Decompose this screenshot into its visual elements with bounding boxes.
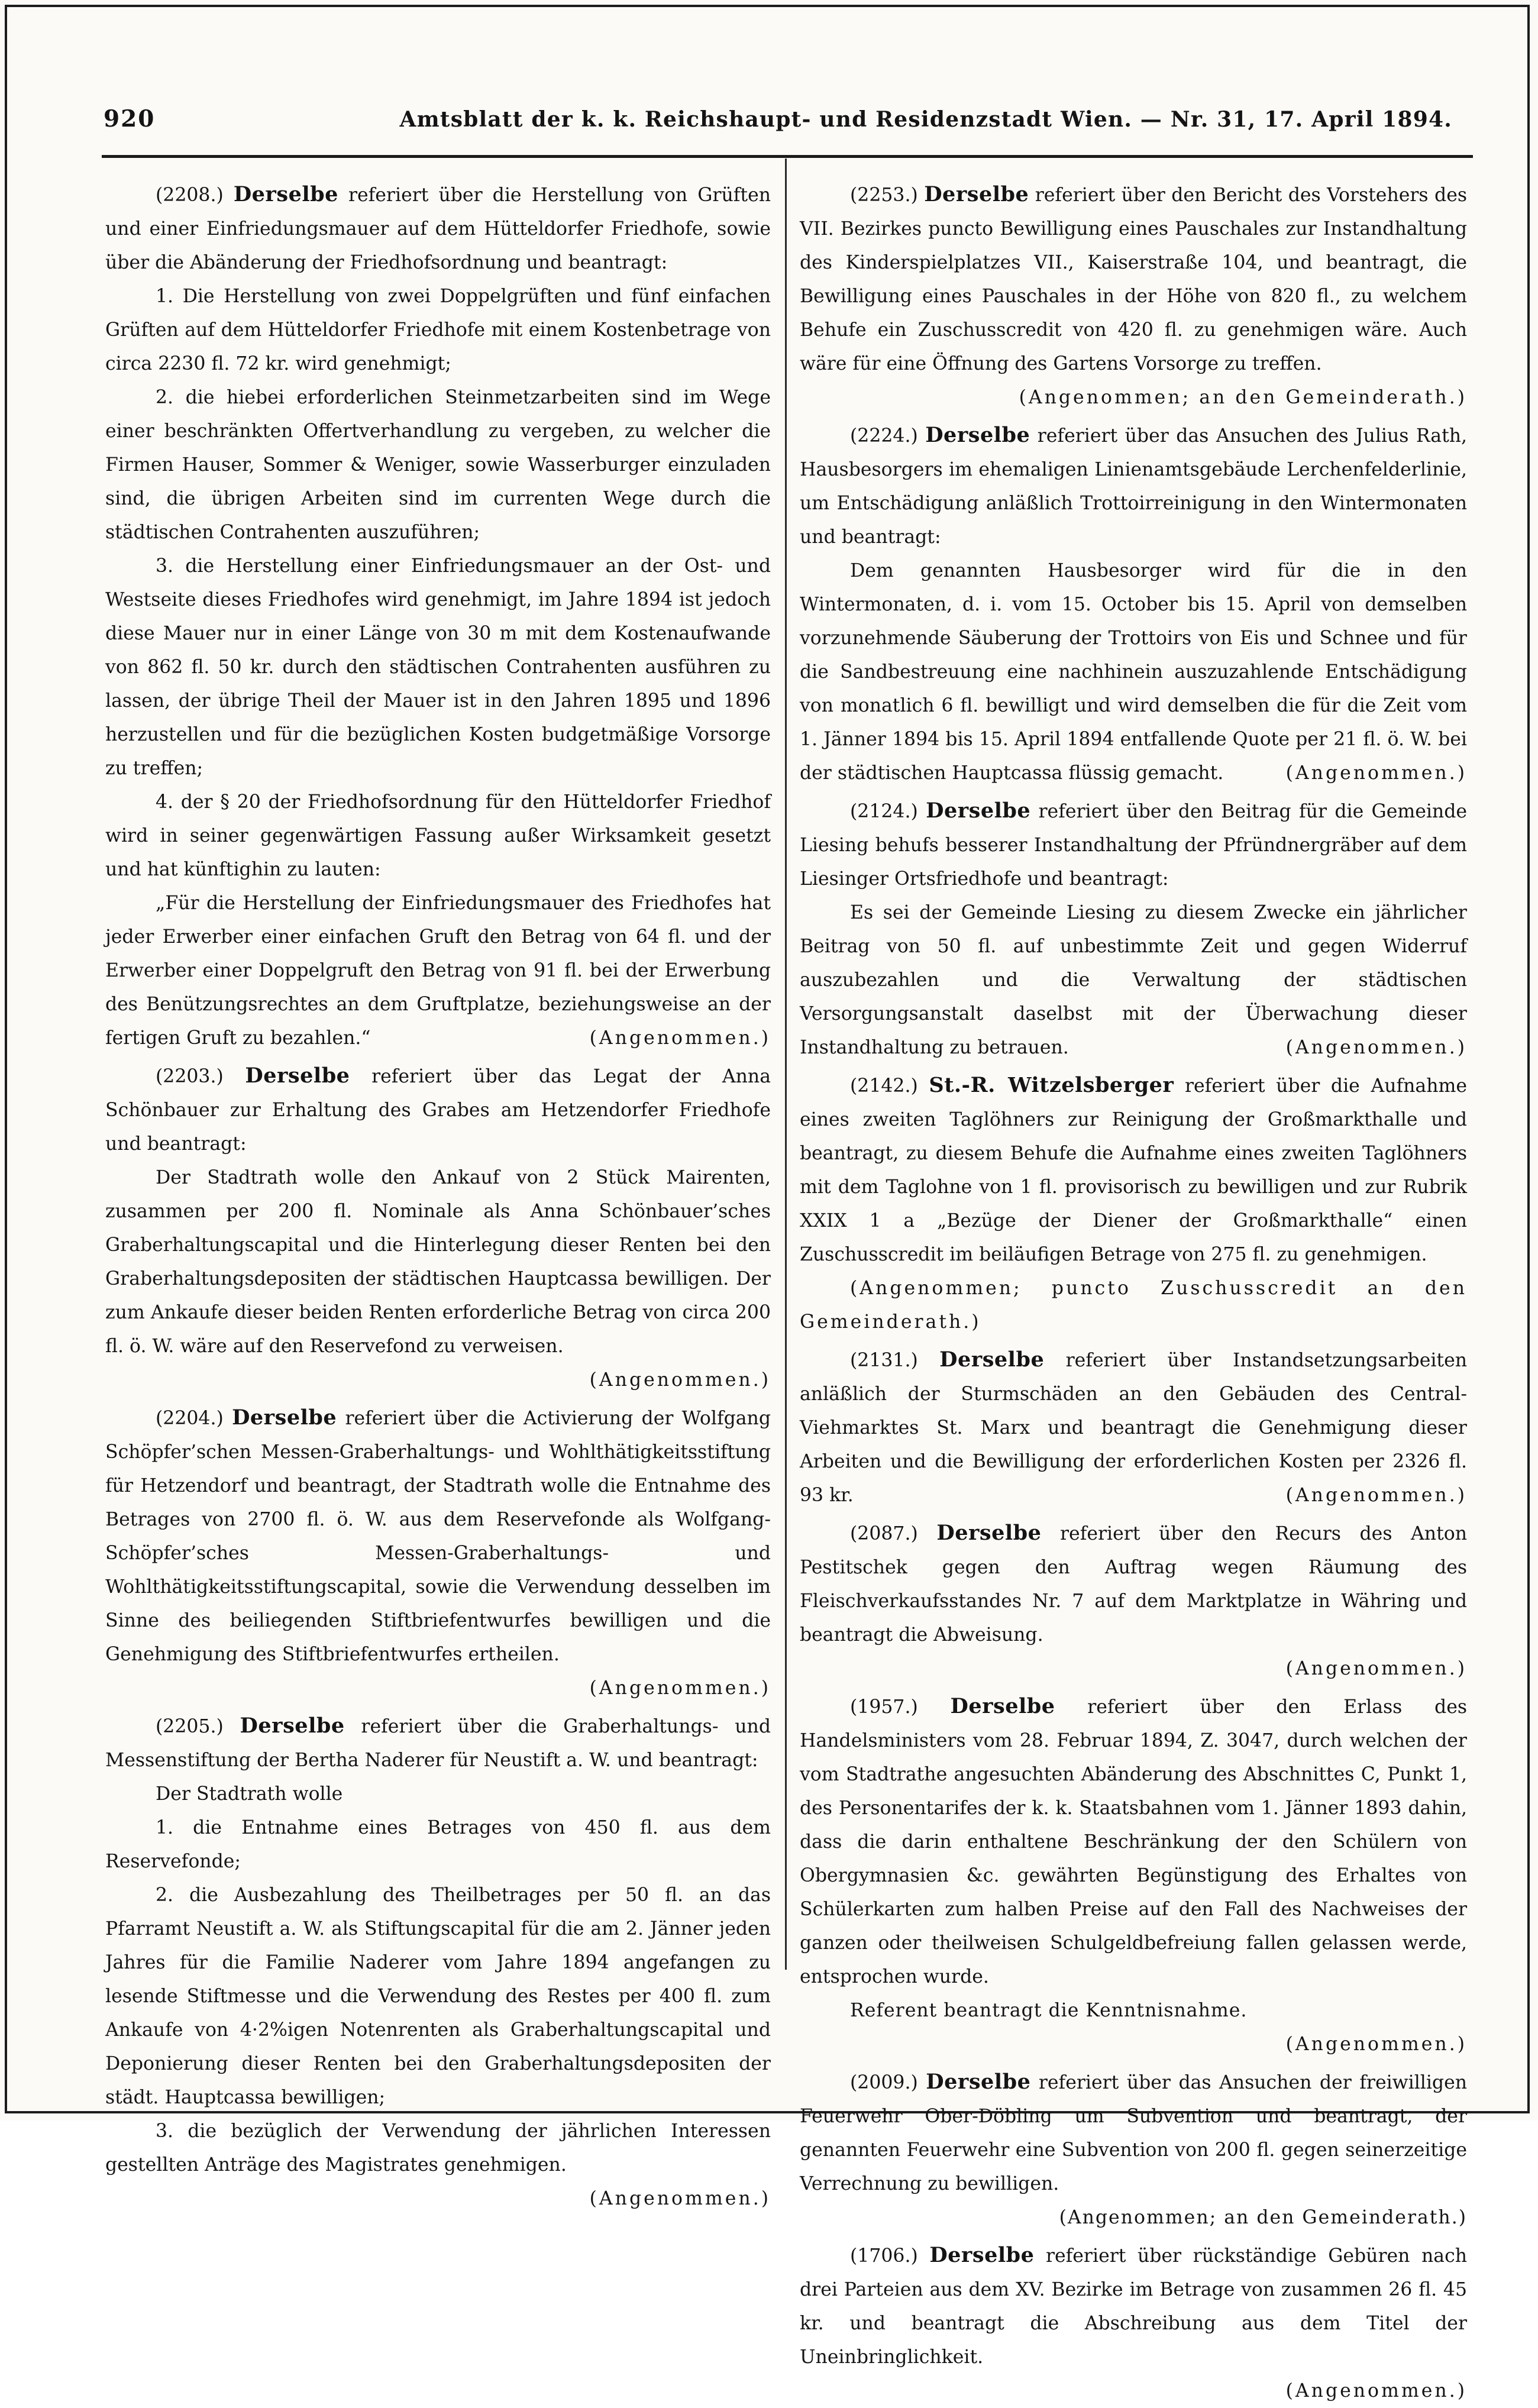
referent: St.-R. Witzelsberger (929, 1073, 1174, 1097)
verdict: (Angenommen.) (589, 2188, 771, 2209)
verdict: (Angenommen.) (1285, 762, 1467, 784)
entry-intro: referiert über die Aufnahme eines zweiten Taglöhners zur Reinigung der Großmarkthalle und beantragt, zu diesem Behufe die Aufnahme eines zweiten Taglöhners mit dem Taglohne von 1 fl. provisorisch zu bewilligen und zur Rubrik XXIX 1 a „Bezüge der Diener der Großmarkthalle“ einen Zuschusscredit im beiläufigen Betrage von 275 fl. zu genehmigen. (800, 1075, 1468, 1265)
verdict: (Angenommen.) (589, 1677, 771, 1699)
entry-2208 (105, 177, 771, 1055)
paragraph: 2. die Ausbezahlung des Theilbetrages per 50 fl. an das Pfarramt Neustift a. W. als Stiftungscapital für die am 2. Jänner jeden Jahres für die Familie Naderer vom Jahre 1894 angefangen zu lesende Stiftmesse und die Verwendung des Restes per 400 fl. zum Ankaufe von 4·2%igen Notenrenten als Graberhaltungscapital und Deponierung dieser Renten bei den Graberhaltungsdepositen der städt. Hauptcassa bewilligen; (105, 1885, 771, 2108)
entry-2204 (105, 1401, 771, 1705)
entry-2131 (800, 1343, 1467, 1512)
header-rule (102, 155, 1473, 158)
entry-intro: referiert über rückständige Gebüren nach drei Parteien aus dem XV. Bezirke im Betrage von zusammen 26 fl. 45 kr. und beantragt die Abschreibung aus dem Titel der Uneinbringlichkeit. (800, 2245, 1467, 2368)
verdict: (Angenommen.) (1285, 2034, 1467, 2055)
entry-number: (2009.) (850, 2072, 918, 2093)
entry-number: (2205.) (156, 1716, 224, 1737)
referent: Derselbe (929, 2243, 1035, 2267)
referent: Derselbe (232, 1405, 337, 1430)
paragraph: Der Stadtrath wolle den Ankauf von 2 Stück Mairenten, zusammen per 200 fl. Nominale als Anna Schönbauer’sches Graberhaltungscapital und die Hinterlegung dieser Renten bei den Graberhaltungsdepositen der städtischen Hauptcassa bewilligen. Der zum Ankaufe dieser beiden Renten erforderliche Betrag von circa 200 fl. ö. W. wäre auf den Reservefond zu verweisen. (105, 1167, 771, 1357)
entry-intro: referiert über den Recurs des Anton Pestitschek gegen den Auftrag wegen Räumung des Fleischverkaufsstandes Nr. 7 auf dem Marktplatze in Währing und beantragt die Abweisung. (800, 1523, 1468, 1646)
entry-2253 (800, 177, 1467, 415)
column-divider (785, 159, 787, 1970)
entry-1706 (800, 2238, 1467, 2408)
entry-2142 (800, 1068, 1467, 1339)
entry-number: (2224.) (850, 425, 918, 447)
entry-intro: referiert über den Erlass des Handelsministers vom 28. Februar 1894, Z. 3047, durch welchen der vom Stadtrathe angesuchten Abänderung des Abschnittes C, Punkt 1, des Personentarifes der k. k. Staatsbahnen vom 1. Jänner 1893 dahin, dass die darin enthaltene Beschränkung der den Schülern von Obergymnasien &c. gewährten Begünstigung des Erhaltes von Schülerkarten zum halben Preise auf den Fall des Nachweises der ganzen oder theilweisen Schulgeldbefreiung fallen gelassen werde, entsprochen wurde. (800, 1696, 1467, 1987)
paragraph: Dem genannten Hausbesorger wird für die in den Wintermonaten, d. i. vom 15. October bis 15. April von demselben vorzunehmende Säuberung der Trottoirs von Eis und Schnee und für die Sandbestreuung eine nachhinein auszuzahlende Entschädigung von monatlich 6 fl. bewilligt und wird demselben die für die Zeit vom 1. Jänner 1894 bis 15. April 1894 entfallende Quote per 21 fl. ö. W. bei der städtischen Hauptcassa flüssig gemacht. (800, 560, 1467, 784)
quoted-text: „Für die Herstellung der Einfriedungsmauer des Friedhofes hat jeder Erwerber einer einfachen Gruft den Betrag von 64 fl. und der Erwerber einer Doppelgruft den Betrag von 91 fl. bei der Erwerbung des Benützungsrechtes an dem Gruftplatze, beziehungsweise an der fertigen Gruft zu bezahlen.“ (105, 893, 771, 1049)
entry-number: (2124.) (850, 801, 918, 822)
entry-intro: referiert über das Ansuchen der freiwilligen Feuerwehr Ober-Döbling um Subvention und beantragt, der genannten Feuerwehr eine Subvention von 200 fl. gegen seinerzeitige Verrechnung zu bewilligen. (800, 2072, 1468, 2194)
entry-intro: referiert über die Graberhaltungs- und Messenstiftung der Bertha Naderer für Neustift a. W. und beantragt: (105, 1716, 771, 1771)
entry-number: (1706.) (850, 2245, 918, 2267)
entry-2009 (800, 2065, 1467, 2235)
right-column (800, 177, 1468, 2401)
entry-number: (2253.) (850, 185, 918, 206)
entry-number: (2142.) (850, 1075, 918, 1097)
verdict: (Angenommen; an den Gemeinderath.) (1059, 2207, 1467, 2228)
verdict: (Angenommen.) (1285, 2380, 1467, 2401)
paragraph: 1. die Entnahme eines Betrages von 450 fl. aus dem Reservefonde; (105, 1817, 771, 1872)
referent: Derselbe (924, 182, 1029, 206)
entry-intro: referiert über die Activierung der Wolfgang Schöpfer’schen Messen-Graberhaltungs- und Wohlthätigkeitsstiftung für Hetzendorf und beantragt, der Stadtrath wolle die Entnahme des Betrages von 2700 fl. ö. W. aus dem Reservefonde als Wolfgang-Schöpfer’sches Messen-Graberhaltungs- und Wohlthätigkeitsstiftungscapital, sowie die Verwendung desselben im Sinne des beiliegenden Stiftbriefentwurfes bewilligen und die Genehmigung des Stiftbriefentwurfes ertheilen. (105, 1408, 771, 1665)
referent: Derselbe (925, 423, 1030, 447)
paragraph: 4. der § 20 der Friedhofsordnung für den Hütteldorfer Friedhof wird in seiner gegenwärtigen Fassung außer Wirksamkeit gesetzt und hat künftighin zu lauten: (105, 791, 771, 880)
running-title: Amtsblatt der k. k. Reichshaupt- und Residenzstadt Wien. — Nr. 31, 17. April 1894. (399, 107, 1452, 132)
paragraph: 1. Die Herstellung von zwei Doppelgrüften und fünf einfachen Grüften auf dem Hütteldorfer Friedhofe mit einem Kostenbetrage von circa 2230 fl. 72 kr. wird genehmigt; (105, 286, 771, 374)
referent: Derselbe (926, 799, 1031, 823)
entry-intro: referiert über das Legat der Anna Schönbauer zur Erhaltung des Grabes am Hetzendorfer Friedhofe und beantragt: (105, 1066, 771, 1155)
left-column (105, 177, 771, 2209)
entry-intro: referiert über die Herstellung von Grüften und einer Einfriedungsmauer auf dem Hütteldorfer Friedhofe, sowie über die Abänderung der Friedhofsordnung und beantragt: (105, 185, 771, 273)
verdict: (Angenommen.) (589, 1369, 771, 1391)
paragraph: 2. die hiebei erforderlichen Steinmetzarbeiten sind im Wege einer beschränkten Offertverhandlung zu vergeben, zu welcher die Firmen Hauser, Sommer & Weniger, sowie Wasserburger einzuladen sind, die übrigen Arbeiten sind im currenten Wege durch die städtischen Contrahenten auszuführen; (105, 387, 771, 543)
entry-2124 (800, 794, 1467, 1065)
verdict: (Angenommen.) (1285, 1037, 1467, 1058)
page-number: 920 (104, 105, 156, 132)
referent: Derselbe (936, 1521, 1042, 1545)
entry-number: (2131.) (850, 1350, 918, 1371)
entry-intro: referiert über den Beitrag für die Gemeinde Liesing behufs besserer Instandhaltung der Pfründnergräber auf dem Liesinger Ortsfriedhofe und beantragt: (800, 801, 1468, 890)
entry-2205 (105, 1709, 771, 2216)
paragraph: Referent beantragt die Kenntnisnahme. (850, 2000, 1248, 2021)
paragraph: 3. die Herstellung einer Einfriedungsmauer an der Ost- und Westseite dieses Friedhofes wird genehmigt, im Jahre 1894 ist jedoch diese Mauer nur in einer Länge von 30 m mit dem Kostenaufwande von 862 fl. 50 kr. durch den städtischen Contrahenten ausführen zu lassen, der übrige Theil der Mauer ist in den Jahren 1895 und 1896 herzustellen und für die bezüglichen Kosten budgetmäßige Vorsorge zu treffen; (105, 555, 771, 779)
referent: Derselbe (240, 1714, 345, 1738)
entry-2087 (800, 1516, 1467, 1686)
referent: Derselbe (233, 182, 338, 206)
entry-number: (1957.) (850, 1696, 918, 1718)
entry-intro: referiert über Instandsetzungsarbeiten anläßlich der Sturmschäden an den Gebäuden des Central-Viehmarktes St. Marx und beantragt die Genehmigung dieser Arbeiten und die Bewilligung der erforderlichen Kosten per 2326 fl. 93 kr. (800, 1350, 1468, 1506)
referent: Derselbe (926, 2070, 1031, 2094)
referent: Derselbe (939, 1347, 1045, 1372)
paragraph: 3. die bezüglich der Verwendung der jährlichen Interessen gestellten Anträge des Magistrates genehmigen. (105, 2121, 771, 2176)
entry-number: (2204.) (156, 1408, 224, 1429)
entry-1957 (800, 1689, 1467, 2061)
verdict: (Angenommen; puncto Zuschusscredit an den Gemeinderath.) (800, 1278, 1467, 1333)
referent: Derselbe (950, 1694, 1055, 1718)
entry-intro: referiert über das Ansuchen des Julius Rath, Hausbesorgers im ehemaligen Linienamtsgebäude Lerchenfelderlinie, um Entschädigung anläßlich Trottoirreinigung in den Wintermonaten und beantragt: (800, 425, 1468, 548)
verdict: (Angenommen.) (1285, 1658, 1467, 1679)
entry-intro: referiert über den Bericht des Vorstehers des VII. Bezirkes puncto Bewilligung eines Pauschales zur Instandhaltung des Kinderspielplatzes VII., Kaiserstraße 104, und beantragt, die Bewilligung eines Pauschales in der Höhe von 820 fl., zu welchem Behufe ein Zuschusscredit von 420 fl. zu genehmigen wäre. Auch wäre für eine Öffnung des Gartens Vorsorge zu treffen. (800, 185, 1467, 374)
paragraph: Es sei der Gemeinde Liesing zu diesem Zwecke ein jährlicher Beitrag von 50 fl. auf unbestimmte Zeit und gegen Widerruf auszubezahlen und die Verwaltung der städtischen Versorgungsanstalt daselbst mit der Überwachung dieser Instandhaltung zu betrauen. (800, 902, 1467, 1058)
entry-number: (2087.) (850, 1523, 918, 1544)
paragraph: Der Stadtrath wolle (156, 1783, 343, 1805)
verdict: (Angenommen.) (1285, 1485, 1467, 1506)
entry-2224 (800, 418, 1467, 790)
referent: Derselbe (245, 1064, 350, 1088)
entry-number: (2203.) (156, 1066, 224, 1087)
entry-2203 (105, 1059, 771, 1397)
verdict: (Angenommen.) (589, 1027, 771, 1049)
verdict: (Angenommen; an den Gemeinderath.) (1019, 387, 1467, 408)
page-header (104, 105, 1452, 153)
entry-number: (2208.) (156, 185, 224, 206)
